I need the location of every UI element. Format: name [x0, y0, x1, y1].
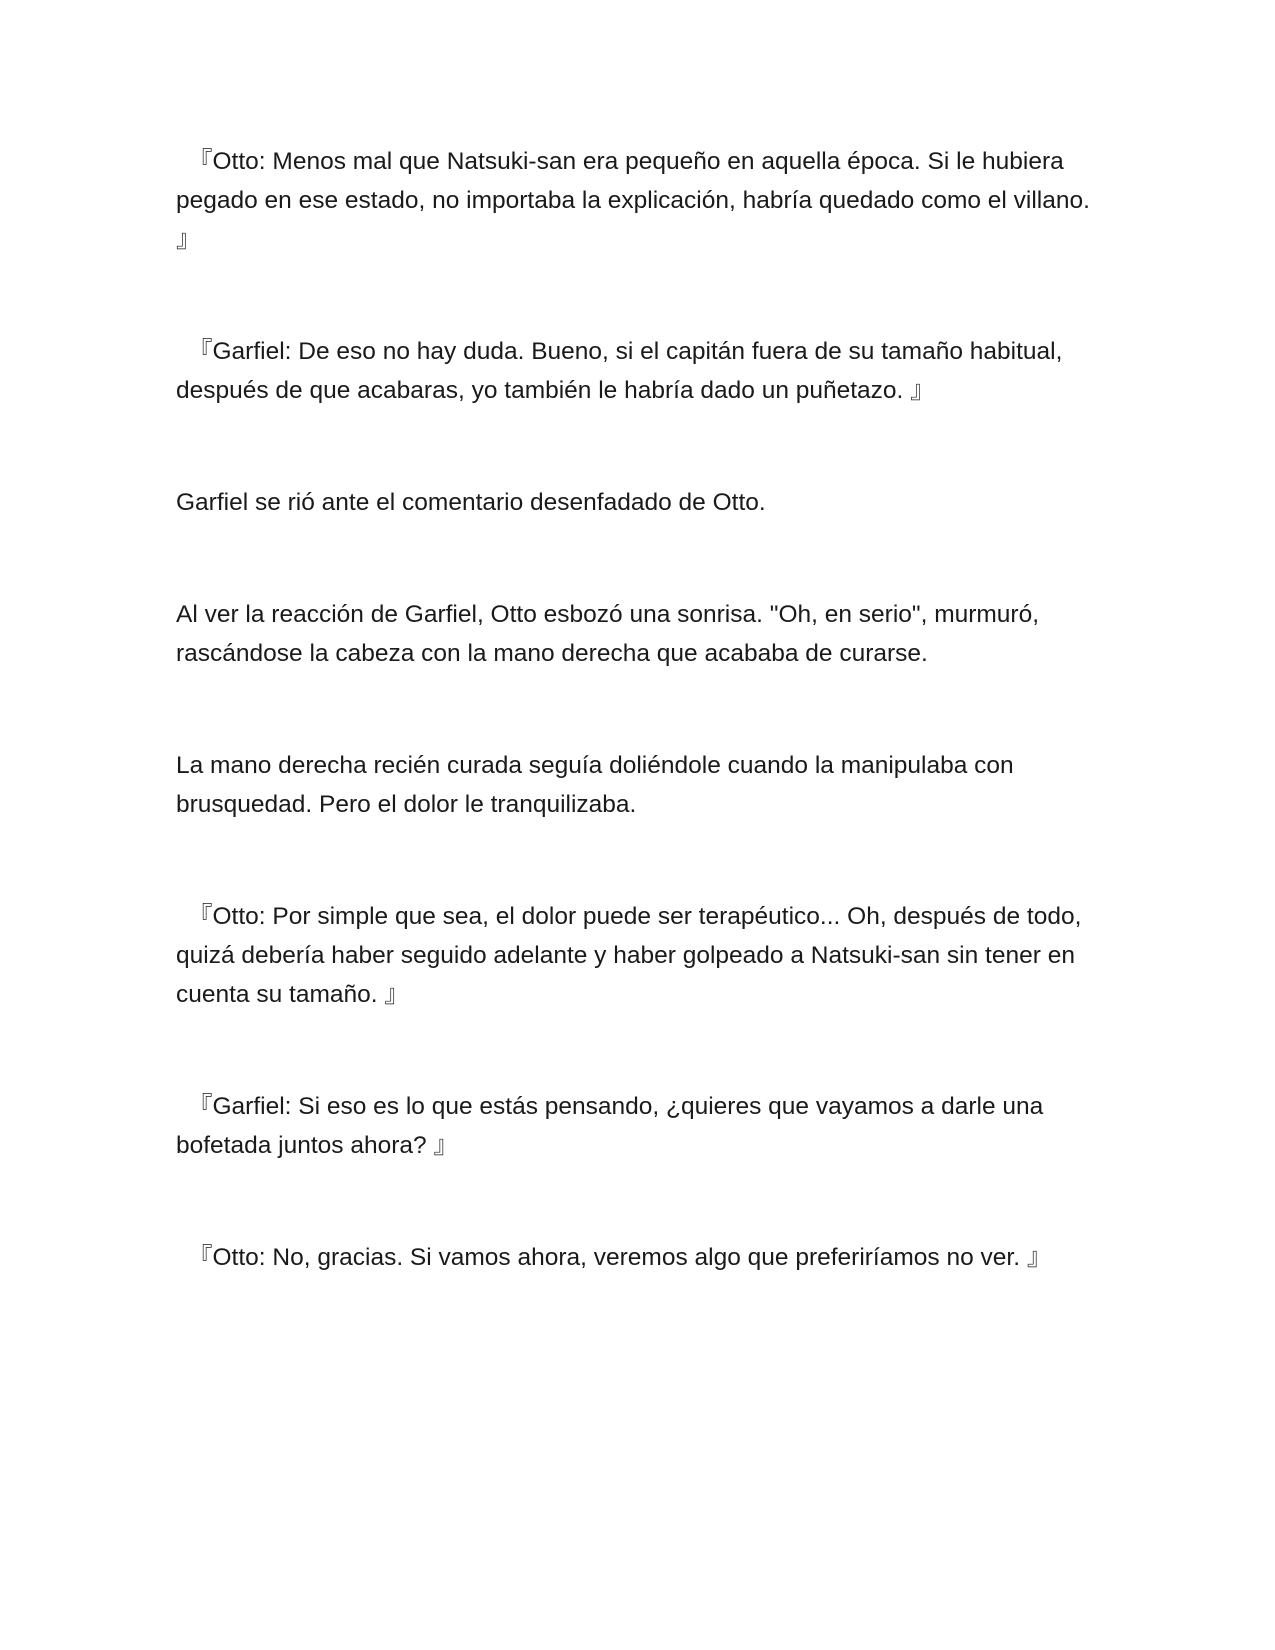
paragraph-2: 『Garfiel: De eso no hay duda. Bueno, si el capitán fuera de su tamaño habitual, después de que acabaras, yo también le habría dado un puñetazo. 』 [176, 338, 1063, 404]
document-body [176, 142, 1106, 1350]
paragraph-4: Al ver la reacción de Garfiel, Otto esbozó una sonrisa. "Oh, en serio", murmuró, rascándose la cabeza con la mano derecha que acababa de curarse. [176, 601, 1040, 667]
paragraph-7: 『Garfiel: Si eso es lo que estás pensando, ¿quieres que vayamos a darle una bofetada juntos ahora? 』 [176, 1093, 1044, 1159]
paragraph-8: 『Otto: No, gracias. Si vamos ahora, veremos algo que preferiríamos no ver. 』 [188, 1244, 1052, 1271]
paragraph-6: 『Otto: Por simple que sea, el dolor puede ser terapéutico... Oh, después de todo, quizá debería haber seguido adelante y haber golpeado a Natsuki-san sin tener en cuenta su tamaño. 』 [176, 903, 1082, 1008]
paragraph-1: 『Otto: Menos mal que Natsuki-san era pequeño en aquella época. Si le hubiera pegado en ese estado, no importaba la explicación, habría quedado como el villano. 』 [176, 148, 1090, 253]
paragraph-3: Garfiel se rió ante el comentario desenfadado de Otto. [176, 489, 766, 516]
paragraph-5: La mano derecha recién curada seguía doliéndole cuando la manipulaba con brusquedad. Pero el dolor le tranquilizaba. [176, 752, 1014, 818]
